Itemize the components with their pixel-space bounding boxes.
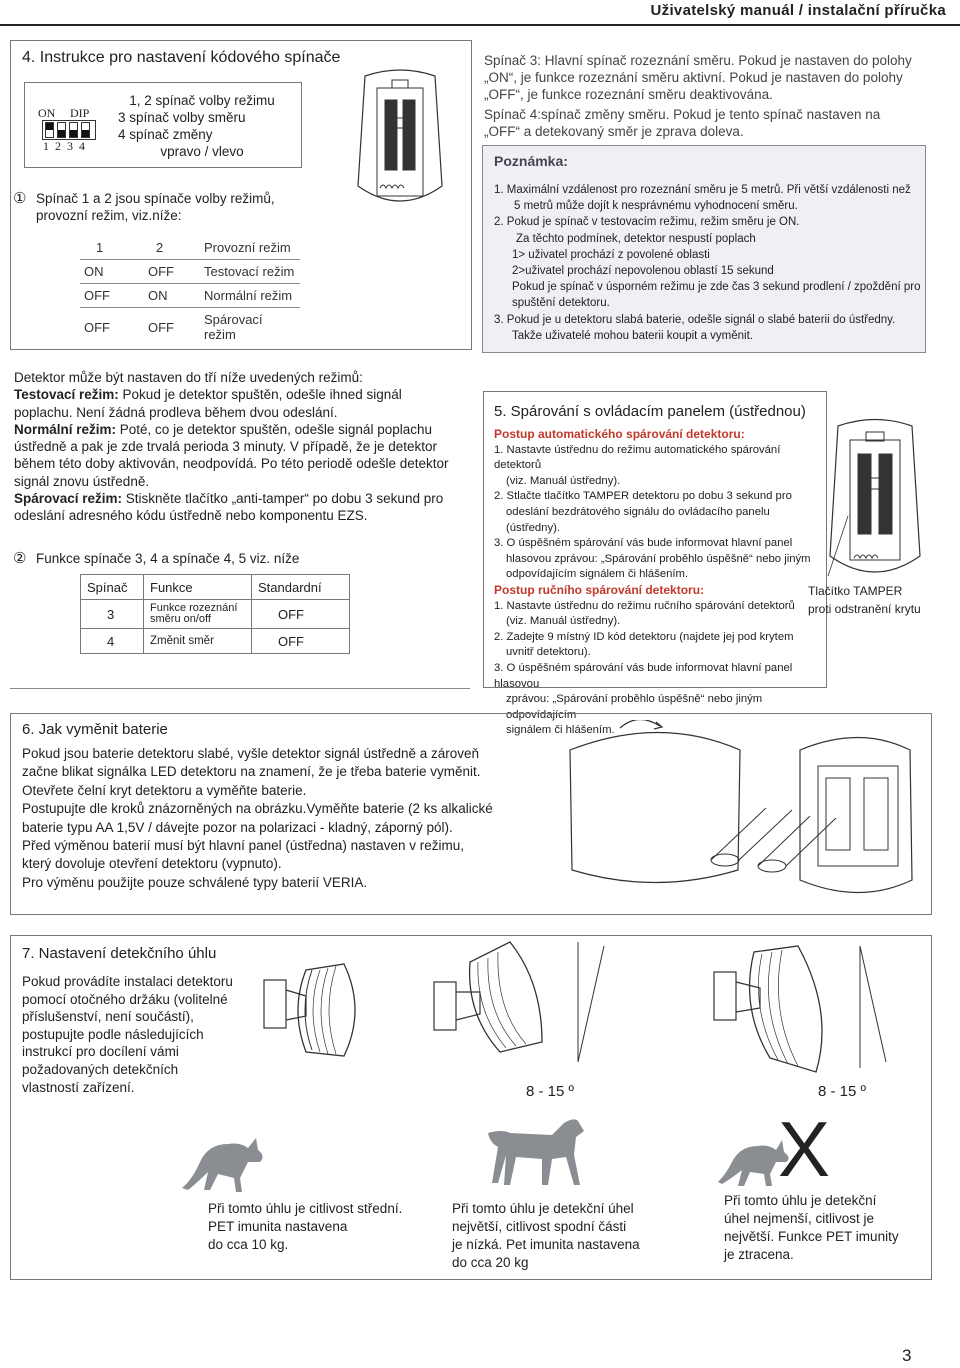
modes-cell: Provozní režim xyxy=(200,236,300,260)
not-recommended-x: X xyxy=(778,1105,831,1193)
note-line: 2. Pokud je spínač v testovacím režimu, režim směru je ON. xyxy=(494,216,800,229)
section7-line: vlastností zařízení. xyxy=(22,1079,135,1095)
manual-header-title: Uživatelský manuál / instalační příručka xyxy=(650,2,946,19)
section6-line: Pro výměnu použijte pouze schválené typy baterií VERIA. xyxy=(22,874,368,890)
header-rule xyxy=(0,24,960,26)
modes-cell: ON xyxy=(144,284,200,308)
note-list xyxy=(494,182,922,344)
caption-line: do cca 10 kg. xyxy=(208,1237,289,1252)
manual-pairing-title: Postup ručního spárování detektoru: xyxy=(494,582,705,597)
dip-legend-text xyxy=(112,92,292,160)
auto-step-line: odpovídajícím signálem či hlášením. xyxy=(506,568,689,581)
cat-icon xyxy=(178,1120,268,1200)
caption-line: Při tomto úhlu je detekční úhel xyxy=(452,1201,634,1216)
section6-line: Postupujte dle kroků znázorněných na obrázku.Vyměňte baterie (2 ks alkalické xyxy=(22,801,493,817)
section4-title: 4. Instrukce pro nastavení kódového spínače xyxy=(22,49,341,66)
modes-cell: 2 xyxy=(144,236,200,260)
note-line: Pokud je spínač v úsporném režimu je zde čas 3 sekund prodlení / zpoždění pro xyxy=(512,281,921,294)
caption-line: největší, citlivost spodní části xyxy=(452,1219,627,1234)
note-line: 5 metrů může dojít k nesprávnému vyhodnocení směru. xyxy=(514,200,798,213)
switch-cell: Funkce xyxy=(144,575,252,600)
angle-caption-3 xyxy=(724,1192,924,1264)
test-mode-label: Testovací režim: xyxy=(14,387,119,403)
modes-cell: ON xyxy=(80,260,144,284)
note-line: Takže uživatelé mohou baterii koupit a vyměnit. xyxy=(512,329,753,342)
auto-step-line: 2. Stlačte tlačítko TAMPER detektoru po dobu 3 sekund pro xyxy=(494,490,792,503)
section6-text xyxy=(22,745,532,892)
dip-switch-1 xyxy=(45,122,54,138)
note-line: 2>uživatel prochází nepovolenou oblastí 15 sekund xyxy=(512,265,774,278)
normal-mode-text: Poté, co je detektor spuštěn, odešle signál poplachu ústředně a pak je zde trvalá perioda 3 minuty. V případě, že je detektor během této doby aktivován, neodpovídá. Po této periodě odešle detektor signál znovu ústředně. xyxy=(14,421,449,489)
section6-line: který dovoluje otevření detektoru (vypnuto). xyxy=(22,856,282,872)
switch-table-row xyxy=(81,629,350,654)
switch-cell: Funkce rozeznání směru on/off xyxy=(144,600,252,629)
modes-cell: OFF xyxy=(84,319,110,335)
section6-line: začne blikat signálka LED detektoru na znamení, že je třeba baterie vyměnit. xyxy=(22,764,481,780)
modes-cell: OFF xyxy=(80,284,144,308)
point1-text: Spínač 1 a 2 jsou spínače volby režimů, provozní režim, viz.níže: xyxy=(36,191,275,223)
tamper-label-line2: proti odstranění krytu xyxy=(808,602,921,616)
caption-line: největší. Funkce PET imunity xyxy=(724,1229,899,1244)
manual-step-line: uvnitř detektoru). xyxy=(506,646,591,659)
manual-step-line: (viz. Manuál ústředny). xyxy=(506,615,621,628)
auto-step-line: 3. O úspěšném spárování vás bude informovat hlavní panel xyxy=(494,537,793,550)
dip-switch-4 xyxy=(81,122,90,138)
caption-line: Při tomto úhlu je detekční xyxy=(724,1193,877,1208)
section6-title: 6. Jak vyměnit baterie xyxy=(22,721,168,738)
section7-line: požadovaných detekčních xyxy=(22,1061,179,1077)
switch-cell: 3 xyxy=(81,600,144,629)
modes-description xyxy=(14,369,454,525)
auto-step-line: 1. Nastavte ústřednu do režimu automatického spárování detektorů xyxy=(494,443,781,472)
detector-angle-straight xyxy=(260,940,380,1070)
dog-icon xyxy=(482,1103,592,1193)
modes-table-row xyxy=(80,308,300,347)
section7-line: příslušenství, není součástí), xyxy=(22,1009,194,1025)
section7-title: 7. Nastavení detekčního úhlu xyxy=(22,945,217,962)
dip-switch-2 xyxy=(57,122,66,138)
auto-step-line: (viz. Manuál ústředny). xyxy=(506,474,621,487)
caption-line: je ztracena. xyxy=(724,1247,794,1262)
point2-number: ② xyxy=(13,550,27,567)
modes-table-row xyxy=(80,284,300,308)
caption-line: úhel nejmenší, citlivost je xyxy=(724,1211,875,1226)
note-line: spuštění detektoru. xyxy=(512,297,610,310)
switch-table-row xyxy=(81,600,350,629)
dip-legend-line: 1, 2 spínač volby režimu xyxy=(129,93,275,108)
caption-line: Při tomto úhlu je citlivost střední. xyxy=(208,1201,403,1216)
section7-line: instrukcí pro docílení vámi xyxy=(22,1044,179,1060)
switch-cell: 4 xyxy=(81,629,144,654)
note-line: 1. Maximální vzdálenost pro rozeznání směru je 5 metrů. Při větší vzdálenosti než xyxy=(494,184,911,196)
pair-mode-label: Spárovací režim: xyxy=(14,491,123,507)
switch-cell: Spínač xyxy=(81,575,144,600)
auto-step-line: odeslání bezdrátového signálu do ovládacího panelu (ústředny). xyxy=(506,505,770,534)
manual-step-line: signálem či hlášením. xyxy=(506,724,615,737)
switch3-description: Spínač 3: Hlavní spínač rozeznání směru. Pokud je nastaven do polohy „ON“, je funkce rozeznání směru aktivní. Pokud je nastaven do polohy „OFF“, je funkce rozeznání směru deaktivována. xyxy=(484,53,912,102)
normal-mode-label: Normální režim: xyxy=(14,421,117,437)
section6-line: baterie typu AA 1,5V / dávejte pozor na polarizaci - kladný, záporný pól). xyxy=(22,819,453,835)
angle-label-1: 8 - 15 º xyxy=(526,1083,575,1100)
caption-line: PET imunita nastavena xyxy=(208,1219,348,1234)
section5-title: 5. Spárování s ovládacím panelem (ústřednou) xyxy=(494,403,806,420)
section7-line: pomocí otočného držáku (volitelné xyxy=(22,991,228,1007)
dip-switch-graphic xyxy=(34,103,100,151)
switch-cell: Změnit směr xyxy=(144,629,252,654)
auto-step-line: hlasovou zprávou: „Spárování proběhlo úspěšně“ nebo jiným xyxy=(506,552,811,565)
pair-mode-text: Stiskněte tlačítko „anti-tamper“ po dobu 3 sekund pro odeslání adresného kódu ústředně nebo komponentu EZS. xyxy=(14,491,444,524)
modes-table xyxy=(80,236,300,346)
angle-caption-2 xyxy=(452,1200,682,1272)
switch-function-table xyxy=(80,574,350,654)
dip-legend-line: 4 spínač změny xyxy=(118,127,213,142)
tamper-label-line1: Tlačítko TAMPER xyxy=(808,584,903,598)
modes-table-header xyxy=(80,236,300,260)
test-mode-text: Pokud je detektor spuštěn, odešle ihned signál poplachu. Není žádná prodleva během dvou odeslání. xyxy=(14,387,402,420)
caption-line: do cca 20 kg xyxy=(452,1255,529,1270)
angle-label-2: 8 - 15 º xyxy=(818,1083,867,1100)
dip-legend-line: vpravo / vlevo xyxy=(160,144,244,159)
point2-text: Funkce spínače 3, 4 a spínače 4, 5 viz. níže xyxy=(36,551,300,566)
manual-step-line: 1. Nastavte ústřednu do režimu ručního spárování detektorů xyxy=(494,599,795,612)
left-section-bottom-rule xyxy=(10,688,470,689)
page-number: 3 xyxy=(902,1346,912,1365)
detector-angle-up xyxy=(430,932,610,1082)
dip-label: DIP xyxy=(70,106,90,120)
caption-line: je nízká. Pet imunita nastavena xyxy=(452,1237,640,1252)
switch-cell: OFF xyxy=(252,629,350,654)
switch-cell: Standardní xyxy=(252,575,350,600)
note-line: 1> uživatel prochází z povolené oblasti xyxy=(512,248,710,261)
modes-cell: OFF xyxy=(148,319,174,335)
modes-cell: 1 xyxy=(80,236,144,260)
point1-number: ① xyxy=(13,190,27,207)
dip-on-label: ON xyxy=(38,106,56,120)
detector-illustration-top xyxy=(350,66,450,216)
modes-intro: Detektor může být nastaven do tří níže uvedených režimů: xyxy=(14,370,363,385)
section6-line: Před výměnou baterií musí být hlavní panel (ústředna) nastaven v režimu, xyxy=(22,838,464,854)
auto-pairing-title: Postup automatického spárování detektoru: xyxy=(494,427,745,441)
modes-cell: Testovací režim xyxy=(200,260,300,284)
section7-line: Pokud provádíte instalaci detektoru xyxy=(22,974,233,989)
section7-line: postupujte podle následujících xyxy=(22,1026,204,1042)
manual-step-line: 3. O úspěšném spárování vás bude informovat hlavní panel hlasovou xyxy=(494,661,793,690)
dip-switch-3 xyxy=(69,122,78,138)
section5-content xyxy=(494,427,824,739)
section6-line: Otevřete čelní kryt detektoru a vyměňte baterie. xyxy=(22,782,307,798)
manual-step-line: zprávou: „Spárování proběhlo úspěšně“ nebo jiným odpovídajícím xyxy=(506,693,763,721)
modes-cell: Spárovací režim xyxy=(204,312,263,342)
tamper-label xyxy=(808,582,921,618)
modes-cell: OFF xyxy=(144,260,200,284)
note-line: 3. Pokud je u detektoru slabá baterie, odešle signál o slabé baterii do ústředny. xyxy=(494,313,896,326)
note-title: Poznámka: xyxy=(494,153,568,169)
switch-table-header xyxy=(81,575,350,600)
section7-text xyxy=(22,973,252,1096)
angle-caption-1 xyxy=(208,1200,438,1254)
manual-step-line: 2. Zadejte 9 místný ID kód detektoru (najdete jej pod krytem xyxy=(494,630,794,643)
switch4-description: Spínač 4:spínač změny směru. Pokud je tento spínač nastaven na „OFF“ a detekovaný směr je zprava doleva. xyxy=(484,107,881,139)
modes-cell: Normální režim xyxy=(200,284,300,308)
modes-table-row xyxy=(80,260,300,284)
switch-cell: OFF xyxy=(252,600,350,629)
section6-line: Pokud jsou baterie detektoru slabé, vyšle detektor signál ústředně a zároveň xyxy=(22,746,480,761)
dip-legend-line: 3 spínač volby směru xyxy=(118,110,246,125)
detector-angle-down xyxy=(710,932,890,1082)
note-line: Za těchto podmínek, detektor nespustí poplach xyxy=(516,232,756,245)
detector-illustration-pairing xyxy=(820,416,930,586)
battery-replacement-illustration xyxy=(560,720,920,900)
dip-numbers: 1 2 3 4 xyxy=(43,139,85,153)
